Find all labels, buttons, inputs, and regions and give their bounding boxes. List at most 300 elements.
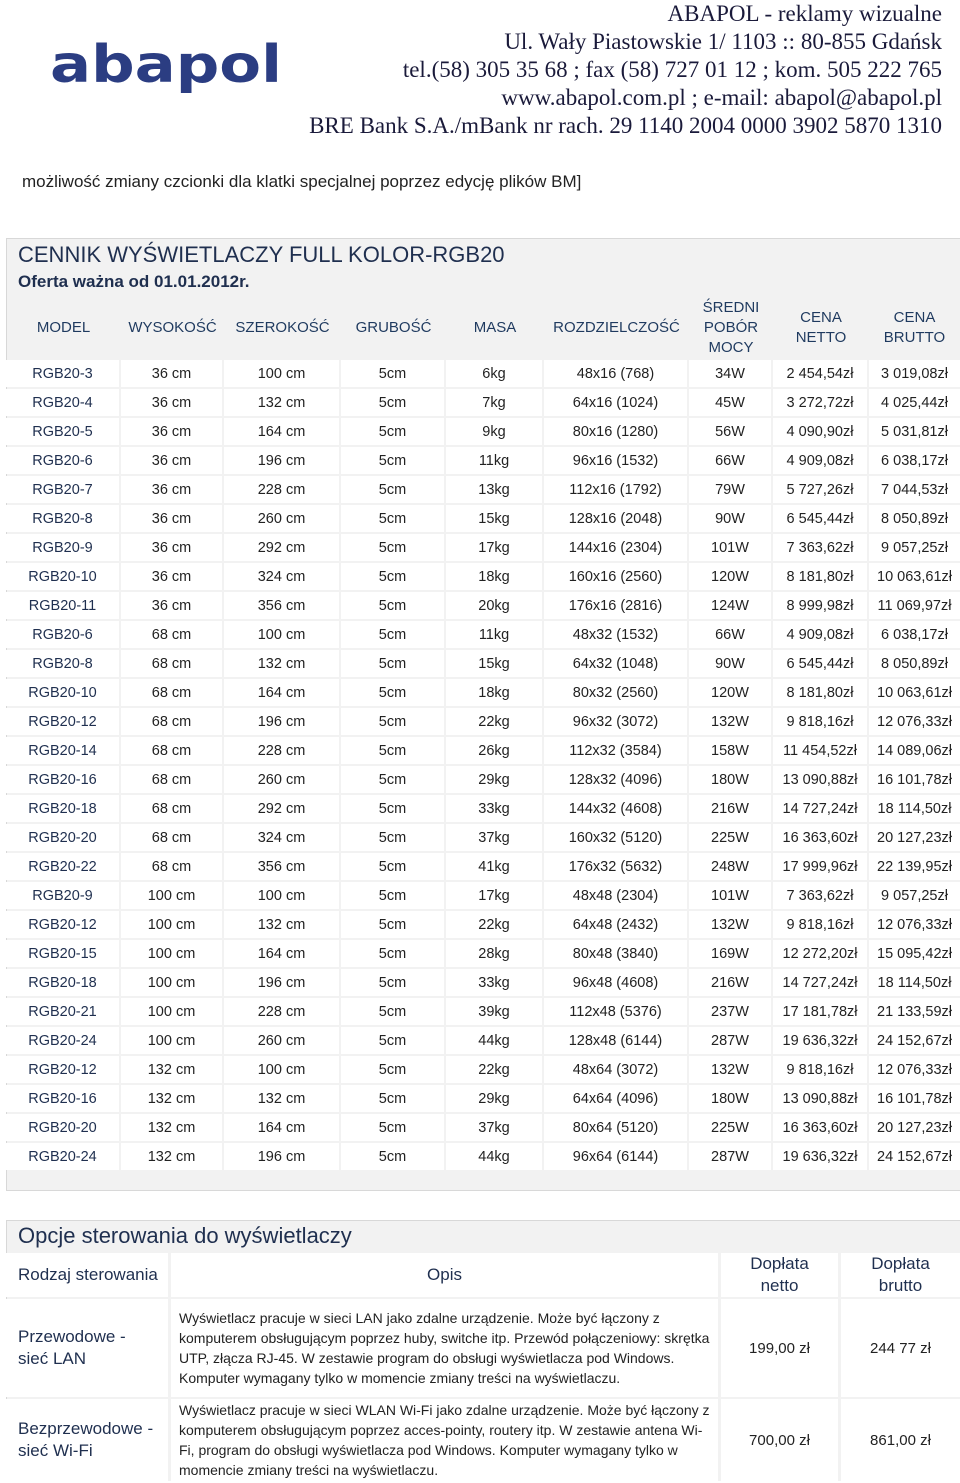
price-table: [6, 296, 960, 1172]
cell-thickness: 5cm: [341, 795, 446, 822]
cell-model: RGB20-6: [6, 447, 121, 474]
cell-price-gross: 14 089,06zł: [869, 737, 960, 764]
cell-power: 124W: [689, 592, 773, 619]
cell-height: 68 cm: [121, 853, 224, 880]
cell-thickness: 5cm: [341, 418, 446, 445]
cell-mass: 17kg: [446, 882, 544, 909]
cell-model: RGB20-12: [6, 708, 121, 735]
cell-resolution: 48x32 (1532): [544, 621, 689, 648]
cell-thickness: 5cm: [341, 1143, 446, 1170]
cell-width: 100 cm: [224, 882, 341, 909]
col-price-net: CENA NETTO: [795, 309, 847, 346]
cell-height: 68 cm: [121, 650, 224, 677]
cell-width: 132 cm: [224, 911, 341, 938]
col-surcharge-gross: Dopłata brutto: [841, 1253, 960, 1297]
cell-price-gross: 10 063,61zł: [869, 563, 960, 590]
cell-mass: 15kg: [446, 505, 544, 532]
option-description: Wyświetlacz pracuje w sieci LAN jako zdalne urządzenie. Może być łączony z komputerem obsługującym poprzez huby, switche itp. Przewód połączeniowy: skrętka UTP, złącza RJ-45. W zestawie program do obsługi wyświetlacza pod Windows. Komputer wymagany tylko w momencie zmiany treści na wyświetlaczu.: [171, 1299, 721, 1397]
cell-price-gross: 18 114,50zł: [869, 795, 960, 822]
cell-power: 90W: [689, 650, 773, 677]
cell-power: 237W: [689, 998, 773, 1025]
cell-height: 100 cm: [121, 882, 224, 909]
cell-power: 101W: [689, 534, 773, 561]
table-row: [6, 766, 960, 793]
cell-height: 100 cm: [121, 998, 224, 1025]
cell-price-gross: 6 038,17zł: [869, 621, 960, 648]
cell-thickness: 5cm: [341, 563, 446, 590]
cell-thickness: 5cm: [341, 969, 446, 996]
cell-thickness: 5cm: [341, 708, 446, 735]
cell-height: 132 cm: [121, 1114, 224, 1141]
cell-power: 287W: [689, 1027, 773, 1054]
cell-price-gross: 9 057,25zł: [869, 882, 960, 909]
cell-mass: 29kg: [446, 766, 544, 793]
cell-height: 100 cm: [121, 940, 224, 967]
cell-power: 180W: [689, 1085, 773, 1112]
cell-price-gross: 4 025,44zł: [869, 389, 960, 416]
cell-price-net: 3 272,72zł: [773, 389, 869, 416]
table-row: [6, 795, 960, 822]
cell-model: RGB20-14: [6, 737, 121, 764]
cell-price-net: 11 454,52zł: [773, 737, 869, 764]
cell-price-net: 9 818,16zł: [773, 1056, 869, 1083]
cell-mass: 22kg: [446, 1056, 544, 1083]
table-row: [6, 563, 960, 590]
cell-power: 169W: [689, 940, 773, 967]
col-height: WYSOKOŚĆ: [128, 319, 217, 336]
cell-model: RGB20-16: [6, 1085, 121, 1112]
cell-model: RGB20-9: [6, 882, 121, 909]
col-control-type: Rodzaj sterowania: [6, 1253, 171, 1297]
cell-height: 132 cm: [121, 1056, 224, 1083]
cell-width: 260 cm: [224, 1027, 341, 1054]
cell-thickness: 5cm: [341, 360, 446, 387]
cell-width: 292 cm: [224, 534, 341, 561]
cell-price-net: 13 090,88zł: [773, 1085, 869, 1112]
company-name: ABAPOL - reklamy wizualne: [667, 1, 942, 26]
cell-price-net: 16 363,60zł: [773, 1114, 869, 1141]
col-thickness: GRUBOŚĆ: [355, 319, 432, 336]
cell-mass: 22kg: [446, 708, 544, 735]
cell-price-gross: 16 101,78zł: [869, 1085, 960, 1112]
table-row: [6, 1085, 960, 1112]
table-row: [6, 592, 960, 619]
cell-height: 36 cm: [121, 534, 224, 561]
cell-resolution: 80x16 (1280): [544, 418, 689, 445]
cell-price-gross: 21 133,59zł: [869, 998, 960, 1025]
cell-power: 225W: [689, 1114, 773, 1141]
cell-price-net: 7 363,62zł: [773, 882, 869, 909]
cell-height: 36 cm: [121, 447, 224, 474]
option-type: Bezprzewodowe - sieć Wi-Fi: [6, 1399, 171, 1481]
cell-thickness: 5cm: [341, 679, 446, 706]
col-power: ŚREDNI POBÓR MOCY: [702, 299, 760, 356]
option-row-lan: [6, 1299, 960, 1397]
cell-width: 100 cm: [224, 621, 341, 648]
font-change-note: możliwość zmiany czcionki dla klatki specjalnej poprzez edycję plików BM]: [22, 172, 582, 191]
cell-mass: 44kg: [446, 1143, 544, 1170]
table-row: [6, 621, 960, 648]
cell-width: 164 cm: [224, 940, 341, 967]
cell-mass: 22kg: [446, 911, 544, 938]
table-row: [6, 1143, 960, 1170]
cell-mass: 39kg: [446, 998, 544, 1025]
cell-price-gross: 6 038,17zł: [869, 447, 960, 474]
cell-model: RGB20-18: [6, 969, 121, 996]
cell-width: 196 cm: [224, 447, 341, 474]
company-phone: tel.(58) 305 35 68 ; fax (58) 727 01 12 ; kom. 505 222 765: [402, 57, 942, 82]
cell-price-gross: 10 063,61zł: [869, 679, 960, 706]
cell-price-net: 7 363,62zł: [773, 534, 869, 561]
logo-text: abapol: [50, 42, 282, 94]
option-price-net: 700,00 zł: [721, 1399, 841, 1481]
cell-height: 68 cm: [121, 824, 224, 851]
cell-price-gross: 18 114,50zł: [869, 969, 960, 996]
cell-height: 36 cm: [121, 592, 224, 619]
cell-price-net: 8 181,80zł: [773, 679, 869, 706]
cell-model: RGB20-24: [6, 1143, 121, 1170]
cell-resolution: 128x32 (4096): [544, 766, 689, 793]
cell-model: RGB20-12: [6, 911, 121, 938]
cell-width: 260 cm: [224, 766, 341, 793]
cell-width: 324 cm: [224, 824, 341, 851]
cell-thickness: 5cm: [341, 882, 446, 909]
cell-resolution: 48x48 (2304): [544, 882, 689, 909]
cell-thickness: 5cm: [341, 389, 446, 416]
cell-power: 132W: [689, 911, 773, 938]
cell-power: 180W: [689, 766, 773, 793]
cell-power: 120W: [689, 563, 773, 590]
col-model: MODEL: [36, 319, 91, 336]
cell-width: 164 cm: [224, 1114, 341, 1141]
cell-width: 228 cm: [224, 737, 341, 764]
col-surcharge-net: Dopłata netto: [721, 1253, 841, 1297]
cell-price-gross: 16 101,78zł: [869, 766, 960, 793]
cell-resolution: 80x32 (2560): [544, 679, 689, 706]
cell-thickness: 5cm: [341, 447, 446, 474]
cell-price-gross: 20 127,23zł: [869, 824, 960, 851]
cell-power: 79W: [689, 476, 773, 503]
cell-price-gross: 12 076,33zł: [869, 708, 960, 735]
cell-power: 287W: [689, 1143, 773, 1170]
col-price-gross: CENA BRUTTO: [883, 309, 946, 346]
cell-power: 132W: [689, 708, 773, 735]
table-row: [6, 737, 960, 764]
cell-power: 66W: [689, 621, 773, 648]
cell-height: 36 cm: [121, 505, 224, 532]
cell-resolution: 112x16 (1792): [544, 476, 689, 503]
cell-mass: 15kg: [446, 650, 544, 677]
table-row: [6, 882, 960, 909]
cell-resolution: 144x32 (4608): [544, 795, 689, 822]
cell-price-net: 9 818,16zł: [773, 708, 869, 735]
cell-model: RGB20-10: [6, 563, 121, 590]
table-row: [6, 940, 960, 967]
cell-power: 101W: [689, 882, 773, 909]
cell-height: 132 cm: [121, 1085, 224, 1112]
cell-thickness: 5cm: [341, 650, 446, 677]
cell-thickness: 5cm: [341, 998, 446, 1025]
cell-resolution: 144x16 (2304): [544, 534, 689, 561]
cell-thickness: 5cm: [341, 766, 446, 793]
cell-width: 100 cm: [224, 1056, 341, 1083]
cell-model: RGB20-7: [6, 476, 121, 503]
cell-height: 68 cm: [121, 621, 224, 648]
cell-model: RGB20-8: [6, 650, 121, 677]
cell-power: 132W: [689, 1056, 773, 1083]
cell-mass: 11kg: [446, 621, 544, 648]
cell-resolution: 128x48 (6144): [544, 1027, 689, 1054]
col-description: Opis: [171, 1253, 721, 1297]
cell-height: 68 cm: [121, 737, 224, 764]
cell-price-net: 8 181,80zł: [773, 563, 869, 590]
cell-model: RGB20-16: [6, 766, 121, 793]
cell-mass: 20kg: [446, 592, 544, 619]
cell-thickness: 5cm: [341, 1056, 446, 1083]
cell-mass: 17kg: [446, 534, 544, 561]
cell-price-gross: 12 076,33zł: [869, 911, 960, 938]
cell-model: RGB20-18: [6, 795, 121, 822]
cell-resolution: 160x16 (2560): [544, 563, 689, 590]
cell-height: 36 cm: [121, 476, 224, 503]
cell-height: 36 cm: [121, 418, 224, 445]
cell-resolution: 80x48 (3840): [544, 940, 689, 967]
option-price-gross: 244 77 zł: [841, 1299, 960, 1397]
cell-width: 196 cm: [224, 969, 341, 996]
cell-power: 248W: [689, 853, 773, 880]
cell-mass: 28kg: [446, 940, 544, 967]
table-row: [6, 476, 960, 503]
options-table: [6, 1251, 960, 1483]
cell-power: 120W: [689, 679, 773, 706]
table-row: [6, 1114, 960, 1141]
cell-power: 34W: [689, 360, 773, 387]
cell-thickness: 5cm: [341, 824, 446, 851]
cell-resolution: 64x64 (4096): [544, 1085, 689, 1112]
cell-width: 356 cm: [224, 853, 341, 880]
cell-price-net: 2 454,54zł: [773, 360, 869, 387]
cell-mass: 7kg: [446, 389, 544, 416]
table-row: [6, 911, 960, 938]
cell-price-net: 6 545,44zł: [773, 650, 869, 677]
cell-resolution: 80x64 (5120): [544, 1114, 689, 1141]
cell-price-gross: 24 152,67zł: [869, 1027, 960, 1054]
cell-resolution: 176x32 (5632): [544, 853, 689, 880]
cell-mass: 11kg: [446, 447, 544, 474]
cell-power: 90W: [689, 505, 773, 532]
cell-resolution: 64x16 (1024): [544, 389, 689, 416]
cell-thickness: 5cm: [341, 853, 446, 880]
cell-resolution: 160x32 (5120): [544, 824, 689, 851]
cell-thickness: 5cm: [341, 911, 446, 938]
cell-height: 100 cm: [121, 969, 224, 996]
col-mass: MASA: [473, 319, 517, 336]
cell-model: RGB20-5: [6, 418, 121, 445]
cell-resolution: 64x48 (2432): [544, 911, 689, 938]
cell-price-net: 14 727,24zł: [773, 969, 869, 996]
cell-resolution: 64x32 (1048): [544, 650, 689, 677]
cell-power: 56W: [689, 418, 773, 445]
cell-mass: 18kg: [446, 563, 544, 590]
cell-thickness: 5cm: [341, 592, 446, 619]
cell-model: RGB20-21: [6, 998, 121, 1025]
options-title: Opcje sterowania do wyświetlaczy: [18, 1223, 352, 1248]
table-row: [6, 1027, 960, 1054]
options-table-header: [6, 1253, 960, 1297]
cell-width: 324 cm: [224, 563, 341, 590]
cell-model: RGB20-10: [6, 679, 121, 706]
cell-mass: 33kg: [446, 969, 544, 996]
cell-width: 132 cm: [224, 650, 341, 677]
table-row: [6, 969, 960, 996]
cell-price-gross: 22 139,95zł: [869, 853, 960, 880]
table-row: [6, 853, 960, 880]
cell-thickness: 5cm: [341, 505, 446, 532]
cell-resolution: 112x32 (3584): [544, 737, 689, 764]
cell-resolution: 128x16 (2048): [544, 505, 689, 532]
cell-model: RGB20-24: [6, 1027, 121, 1054]
cell-model: RGB20-20: [6, 824, 121, 851]
table-row: [6, 650, 960, 677]
cell-price-gross: 20 127,23zł: [869, 1114, 960, 1141]
cell-width: 260 cm: [224, 505, 341, 532]
cell-price-gross: 7 044,53zł: [869, 476, 960, 503]
cell-height: 68 cm: [121, 708, 224, 735]
company-web-email: www.abapol.com.pl ; e-mail: abapol@abapol.pl: [501, 85, 942, 110]
cell-model: RGB20-4: [6, 389, 121, 416]
cell-price-net: 16 363,60zł: [773, 824, 869, 851]
price-table-body: [6, 360, 960, 1170]
cell-width: 164 cm: [224, 679, 341, 706]
cell-power: 216W: [689, 969, 773, 996]
cell-resolution: 96x16 (1532): [544, 447, 689, 474]
cell-width: 356 cm: [224, 592, 341, 619]
cell-resolution: 176x16 (2816): [544, 592, 689, 619]
option-row-wifi: [6, 1399, 960, 1481]
abapol-logo: [50, 42, 282, 94]
cell-thickness: 5cm: [341, 1114, 446, 1141]
cell-thickness: 5cm: [341, 621, 446, 648]
cell-price-net: 19 636,32zł: [773, 1143, 869, 1170]
cell-price-gross: 11 069,97zł: [869, 592, 960, 619]
cell-model: RGB20-15: [6, 940, 121, 967]
table-row: [6, 708, 960, 735]
cell-price-net: 4 909,08zł: [773, 621, 869, 648]
cell-price-gross: 8 050,89zł: [869, 650, 960, 677]
cell-model: RGB20-9: [6, 534, 121, 561]
cell-power: 45W: [689, 389, 773, 416]
table-row: [6, 418, 960, 445]
cell-price-gross: 24 152,67zł: [869, 1143, 960, 1170]
cell-price-gross: 9 057,25zł: [869, 534, 960, 561]
cell-power: 66W: [689, 447, 773, 474]
cell-model: RGB20-3: [6, 360, 121, 387]
cell-power: 216W: [689, 795, 773, 822]
cell-height: 36 cm: [121, 563, 224, 590]
cell-width: 100 cm: [224, 360, 341, 387]
cell-width: 292 cm: [224, 795, 341, 822]
table-row: [6, 447, 960, 474]
cell-price-net: 14 727,24zł: [773, 795, 869, 822]
table-row: [6, 1056, 960, 1083]
cell-mass: 26kg: [446, 737, 544, 764]
cell-height: 68 cm: [121, 795, 224, 822]
cell-mass: 41kg: [446, 853, 544, 880]
cell-price-net: 12 272,20zł: [773, 940, 869, 967]
col-width: SZEROKOŚĆ: [235, 319, 330, 336]
option-price-gross: 861,00 zł: [841, 1399, 960, 1481]
cell-width: 228 cm: [224, 998, 341, 1025]
cell-resolution: 96x32 (3072): [544, 708, 689, 735]
price-list-title: CENNIK WYŚWIETLACZY FULL KOLOR-RGB20: [18, 242, 505, 267]
table-row: [6, 360, 960, 387]
option-price-net: 199,00 zł: [721, 1299, 841, 1397]
cell-mass: 18kg: [446, 679, 544, 706]
price-list-valid-date: Oferta ważna od 01.01.2012r.: [18, 272, 250, 291]
cell-price-net: 17 181,78zł: [773, 998, 869, 1025]
cell-price-gross: 15 095,42zł: [869, 940, 960, 967]
cell-width: 228 cm: [224, 476, 341, 503]
cell-price-gross: 5 031,81zł: [869, 418, 960, 445]
cell-width: 132 cm: [224, 1085, 341, 1112]
cell-model: RGB20-12: [6, 1056, 121, 1083]
cell-thickness: 5cm: [341, 1085, 446, 1112]
cell-price-net: 4 909,08zł: [773, 447, 869, 474]
price-table-header: [6, 298, 960, 358]
cell-height: 36 cm: [121, 360, 224, 387]
table-row: [6, 505, 960, 532]
company-info: [309, 0, 942, 140]
cell-price-net: 19 636,32zł: [773, 1027, 869, 1054]
cell-price-net: 8 999,98zł: [773, 592, 869, 619]
cell-price-gross: 8 050,89zł: [869, 505, 960, 532]
cell-mass: 6kg: [446, 360, 544, 387]
table-row: [6, 998, 960, 1025]
cell-price-net: 5 727,26zł: [773, 476, 869, 503]
option-type: Przewodowe - sieć LAN: [6, 1299, 171, 1397]
cell-mass: 44kg: [446, 1027, 544, 1054]
cell-thickness: 5cm: [341, 940, 446, 967]
cell-thickness: 5cm: [341, 534, 446, 561]
cell-height: 100 cm: [121, 1027, 224, 1054]
cell-power: 225W: [689, 824, 773, 851]
table-row: [6, 389, 960, 416]
cell-price-net: 17 999,96zł: [773, 853, 869, 880]
cell-resolution: 96x48 (4608): [544, 969, 689, 996]
cell-model: RGB20-22: [6, 853, 121, 880]
cell-model: RGB20-6: [6, 621, 121, 648]
company-address: Ul. Wały Piastowskie 1/ 1103 :: 80-855 Gdańsk: [504, 29, 942, 54]
cell-power: 158W: [689, 737, 773, 764]
col-resolution: ROZDZIELCZOŚĆ: [553, 319, 680, 336]
cell-width: 196 cm: [224, 1143, 341, 1170]
cell-width: 196 cm: [224, 708, 341, 735]
cell-height: 132 cm: [121, 1143, 224, 1170]
cell-width: 132 cm: [224, 389, 341, 416]
cell-price-gross: 12 076,33zł: [869, 1056, 960, 1083]
cell-mass: 29kg: [446, 1085, 544, 1112]
cell-price-gross: 3 019,08zł: [869, 360, 960, 387]
cell-thickness: 5cm: [341, 476, 446, 503]
company-bank-account: BRE Bank S.A./mBank nr rach. 29 1140 2004 0000 3902 5870 1310: [309, 113, 942, 138]
cell-model: RGB20-8: [6, 505, 121, 532]
cell-height: 68 cm: [121, 679, 224, 706]
cell-model: RGB20-11: [6, 592, 121, 619]
table-row: [6, 824, 960, 851]
cell-resolution: 112x48 (5376): [544, 998, 689, 1025]
cell-height: 100 cm: [121, 911, 224, 938]
cell-mass: 37kg: [446, 1114, 544, 1141]
